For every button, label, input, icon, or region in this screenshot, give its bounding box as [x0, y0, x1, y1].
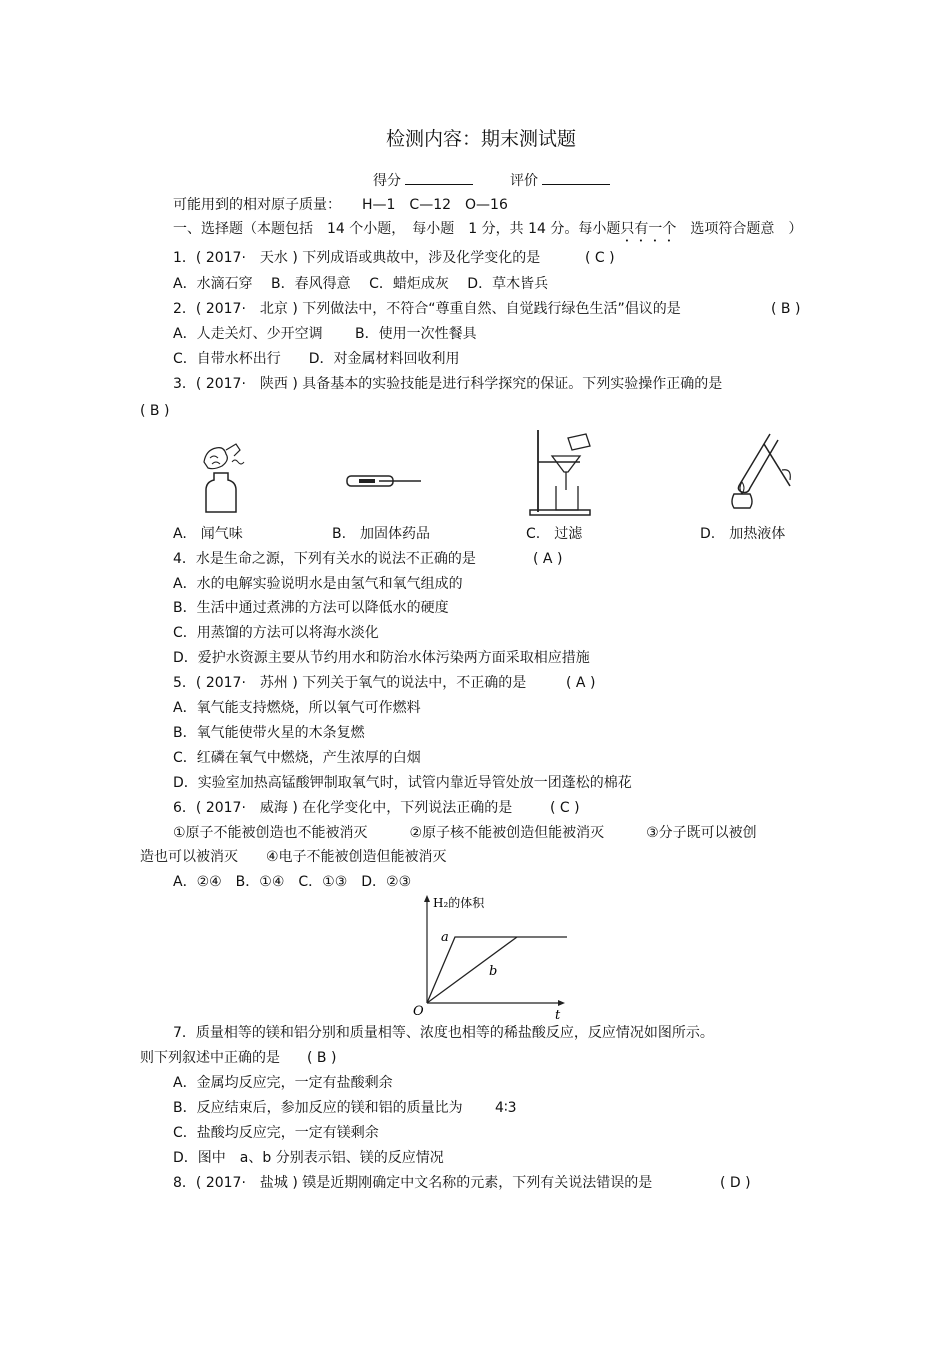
score-field — [373, 170, 473, 190]
q7-option-b: B．反应结束后，参加反应的镁和铝的质量比为 4∶3 — [173, 1100, 517, 1116]
q6-statement-line1: ①原子不能被创造也不能被消灭 ②原子核不能被创造但能被消灭 ③分子既可以被创 — [173, 825, 757, 841]
q3-label-d: D. 加热液体 — [700, 526, 786, 542]
filtration-illustration — [528, 428, 598, 518]
q8-answer: ( D ) — [720, 1175, 751, 1191]
q4-answer: ( A ) — [533, 551, 563, 567]
q4-option-d: D．爱护水资源主要从节约用水和防治水体污染两方面采取相应措施 — [173, 650, 590, 666]
q7-option-d: D．图中 a、b 分别表示铝、镁的反应情况 — [173, 1150, 444, 1166]
graph-origin-label: O — [413, 1004, 424, 1019]
section1-heading — [173, 220, 802, 245]
section1-intro: 一、选择题（本题包括 14 个小题， 每小题 1 分，共 14 分。每小题 — [173, 221, 621, 237]
q3-label-a: A. 闻气味 — [173, 526, 243, 542]
q3-label-b: B. 加固体药品 — [332, 526, 431, 542]
q5-stem: 5．( 2017· 苏州 ) 下列关于氧气的说法中，不正确的是 — [173, 675, 527, 691]
add-solid-illustration — [345, 470, 425, 492]
q5-option-d: D．实验室加热高锰酸钾制取氧气时，试管内靠近导管处放一团蓬松的棉花 — [173, 775, 632, 791]
score-blank[interactable] — [405, 170, 473, 185]
eval-field — [510, 170, 610, 190]
q4-option-a: A．水的电解实验说明水是由氢气和氧气组成的 — [173, 576, 463, 592]
q7-stem-line2: 则下列叙述中正确的是 — [140, 1050, 280, 1066]
q2-options-cd: C．自带水杯出行 D．对金属材料回收利用 — [173, 351, 460, 367]
q2-stem: 2．( 2017· 北京 ) 下列做法中，不符合“尊重自然、自觉践行绿色生活”倡议的是 — [173, 301, 681, 317]
q1-answer: ( C ) — [585, 250, 615, 266]
q6-options: A．②④ B．①④ C．①③ D．②③ — [173, 874, 412, 890]
q4-option-c: C．用蒸馏的方法可以将海水淡化 — [173, 625, 379, 641]
q6-answer: ( C ) — [550, 800, 580, 816]
curve-b-label: b — [489, 964, 498, 979]
q2-answer: ( B ) — [771, 301, 801, 317]
q1-options: A．水滴石穿 B．春风得意 C．蜡炬成灰 D．草木皆兵 — [173, 276, 549, 292]
q3-stem: 3．( 2017· 陕西 ) 具备基本的实验技能是进行科学探究的保证。下列实验操作正确的是 — [173, 376, 723, 392]
score-label: 得分 — [373, 173, 401, 189]
q6-statement-line2: 造也可以被消灭 ④电子不能被创造但能被消灭 — [140, 849, 447, 865]
graph-y-label: H₂的体积 — [433, 896, 485, 910]
q5-option-b: B．氧气能使带火星的木条复燃 — [173, 725, 365, 741]
q7-option-c: C．盐酸均反应完，一定有镁剩余 — [173, 1125, 379, 1141]
atomic-mass-line: 可能用到的相对原子质量： H—1 C—12 O—16 — [173, 197, 508, 213]
smell-gas-illustration — [196, 440, 256, 518]
q5-option-a: A．氧气能支持燃烧，所以氧气可作燃料 — [173, 700, 421, 716]
q6-stem: 6．( 2017· 威海 ) 在化学变化中，下列说法正确的是 — [173, 800, 513, 816]
heat-liquid-illustration — [712, 430, 797, 515]
q4-option-b: B．生活中通过煮沸的方法可以降低水的硬度 — [173, 600, 449, 616]
graph-x-label: t — [555, 1008, 561, 1021]
reaction-graph — [405, 893, 575, 1021]
q7-option-a: A．金属均反应完，一定有盐酸剩余 — [173, 1075, 393, 1091]
page-title: 检测内容：期末测试题 — [386, 128, 577, 150]
section1-emphasis: 只有一个 — [620, 221, 677, 237]
curve-a-label: a — [441, 930, 449, 945]
q7-answer: ( B ) — [307, 1050, 337, 1066]
q5-answer: ( A ) — [566, 675, 596, 691]
q3-label-c: C. 过滤 — [526, 526, 583, 542]
q8-stem: 8．( 2017· 盐城 ) 镆是近期刚确定中文名称的元素，下列有关说法错误的是 — [173, 1175, 653, 1191]
q3-answer: ( B ) — [140, 403, 170, 419]
eval-label: 评价 — [510, 173, 538, 189]
q4-stem: 4．水是生命之源，下列有关水的说法不正确的是 — [173, 551, 476, 567]
q7-stem-line1: 7．质量相等的镁和铝分别和质量相等、浓度也相等的稀盐酸反应，反应情况如图所示。 — [173, 1025, 714, 1041]
q5-option-c: C．红磷在氧气中燃烧，产生浓厚的白烟 — [173, 750, 421, 766]
q2-options-ab: A．人走关灯、少开空调 B．使用一次性餐具 — [173, 326, 477, 342]
q1-stem: 1．( 2017· 天水 ) 下列成语或典故中，涉及化学变化的是 — [173, 250, 541, 266]
eval-blank[interactable] — [542, 170, 610, 185]
section1-tail: 选项符合题意 ） — [676, 221, 803, 237]
